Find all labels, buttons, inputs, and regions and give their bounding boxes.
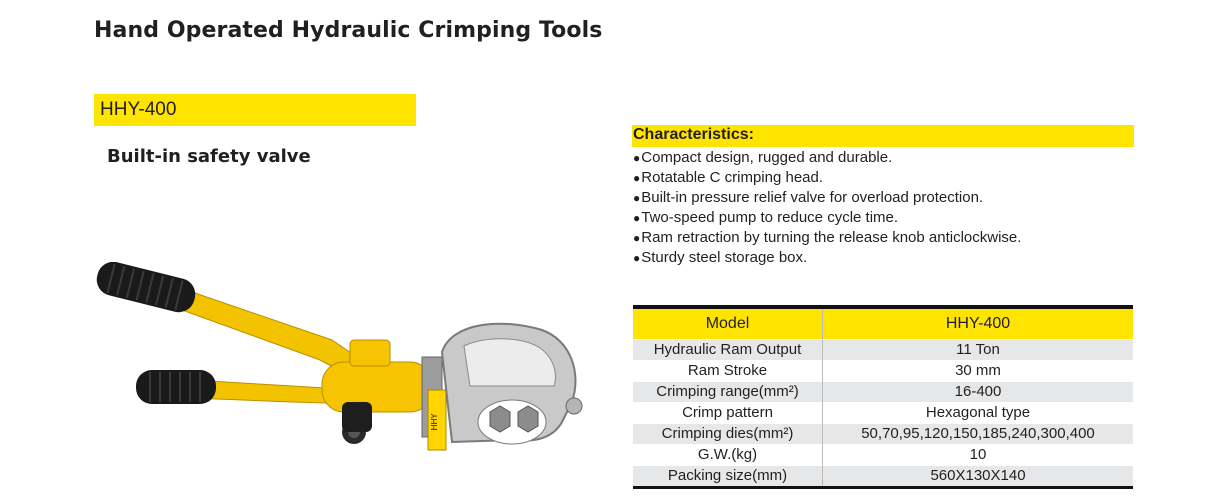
spec-label: G.W.(kg) xyxy=(633,445,823,466)
lower-grip xyxy=(136,370,216,404)
bullet-icon: ● xyxy=(633,211,641,225)
table-row xyxy=(633,382,1133,403)
spec-label: Ram Stroke xyxy=(633,361,823,382)
table-row xyxy=(633,466,1133,488)
bullet-icon: ● xyxy=(633,251,641,265)
table-row xyxy=(633,445,1133,466)
table-row xyxy=(633,340,1133,361)
header-cell-label: Model xyxy=(633,307,823,340)
characteristics-heading-label: Characteristics: xyxy=(633,126,754,143)
spec-table xyxy=(633,305,1133,489)
upper-grip xyxy=(93,262,198,316)
characteristics-heading xyxy=(632,125,1134,147)
feature-note: Built-in safety valve xyxy=(107,146,311,167)
list-item: ●Rotatable C crimping head. xyxy=(633,169,824,186)
spec-label: Packing size(mm) xyxy=(633,466,823,488)
bullet-icon: ● xyxy=(633,231,641,245)
spec-value: 16-400 xyxy=(823,382,1134,403)
bullet-icon: ● xyxy=(633,191,641,205)
spec-value: Hexagonal type xyxy=(823,403,1134,424)
table-row xyxy=(633,424,1133,445)
list-item: ●Compact design, rugged and durable. xyxy=(633,149,893,166)
model-banner xyxy=(94,94,416,126)
spec-value: 10 xyxy=(823,445,1134,466)
characteristics-list xyxy=(633,148,1021,268)
spec-label: Crimping range(mm²) xyxy=(633,382,823,403)
spec-label: Crimping dies(mm²) xyxy=(633,424,823,445)
spec-label: Hydraulic Ram Output xyxy=(633,340,823,361)
bullet-icon: ● xyxy=(633,171,641,185)
spec-value: 30 mm xyxy=(823,361,1134,382)
spec-label: Crimp pattern xyxy=(633,403,823,424)
spec-value: 11 Ton xyxy=(823,340,1134,361)
header-cell-value: HHY-400 xyxy=(823,307,1134,340)
list-item: ●Ram retraction by turning the release knob anticlockwise. xyxy=(633,229,1022,246)
model-banner-label: HHY-400 xyxy=(100,99,177,120)
table-row xyxy=(633,403,1133,424)
table-row xyxy=(633,361,1133,382)
table-header-row xyxy=(633,307,1133,340)
bullet-icon: ● xyxy=(633,151,641,165)
page-title: Hand Operated Hydraulic Crimping Tools xyxy=(94,18,603,43)
product-image xyxy=(92,262,592,477)
list-item: ●Two-speed pump to reduce cycle time. xyxy=(633,209,899,226)
cylinder-body xyxy=(322,362,432,412)
spec-value: 560X130X140 xyxy=(823,466,1134,488)
list-item: ●Sturdy steel storage box. xyxy=(633,249,808,266)
label-plate-text: HHY xyxy=(430,413,439,431)
list-item: ●Built-in pressure relief valve for overload protection. xyxy=(633,189,984,206)
spec-value: 50,70,95,120,150,185,240,300,400 xyxy=(823,424,1134,445)
